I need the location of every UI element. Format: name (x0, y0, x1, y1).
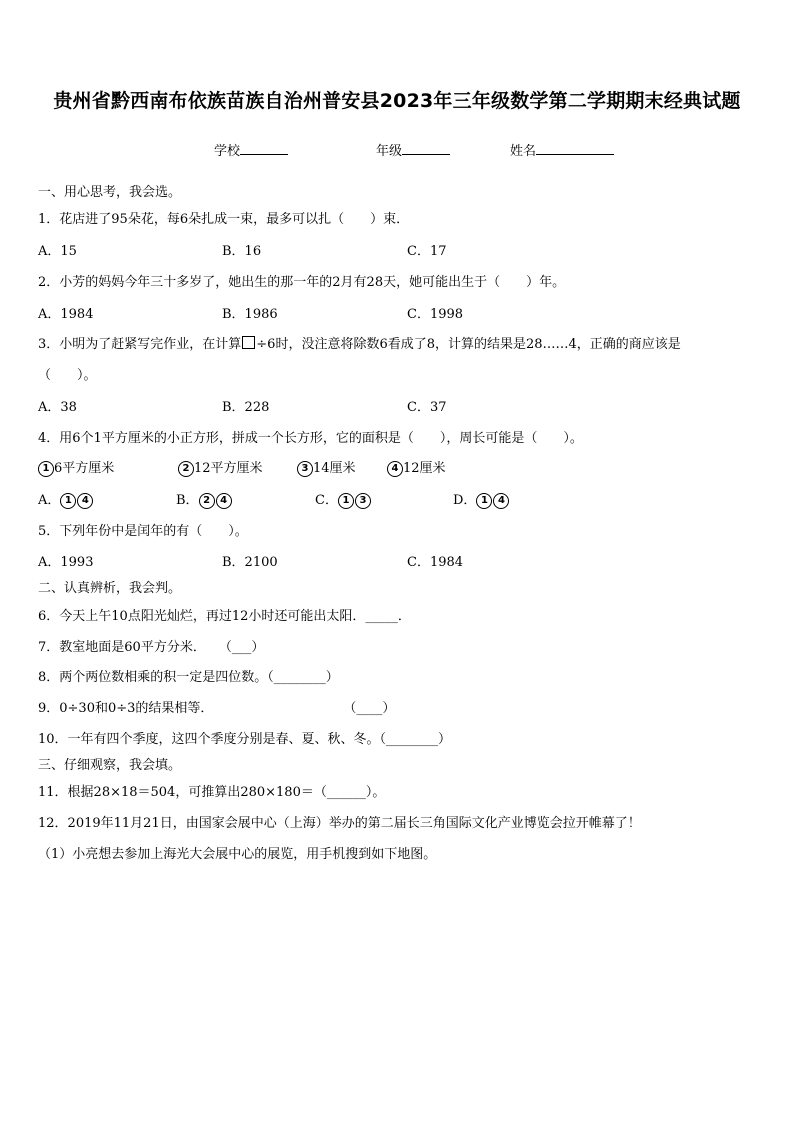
name-blank (536, 141, 614, 155)
circled-2-icon: 2 (178, 461, 194, 477)
q3-option-a: A．38 (38, 400, 77, 415)
circled-1-icon: 1 (60, 493, 76, 509)
question-12-part-1: （1）小亮想去参加上海光大会展中心的展览，用手机搜到如下地图。 (38, 847, 437, 862)
question-4: 4．用6个1平方厘米的小正方形，拼成一个长方形，它的面积是（ ），周长可能是（ ）。 (38, 431, 583, 446)
circled-4-icon: 4 (387, 461, 403, 477)
q2-option-c: C．1998 (407, 307, 464, 322)
q5-option-b: B．2100 (222, 555, 278, 570)
section-heading-1: 一、用心思考，我会选。 (38, 185, 182, 200)
circled-1-icon: 1 (38, 461, 54, 477)
blank-square-icon (242, 336, 255, 349)
q4-option-d (453, 489, 509, 509)
question-2: 2．小芳的妈妈今年三十多岁了，她出生的那一年的2月有28天，她可能出生于（ ）年。 (38, 275, 566, 290)
q5-option-c: C．1984 (407, 555, 464, 570)
circled-3-icon: 3 (355, 493, 371, 509)
question-7: 7．教室地面是60平方分米． （___） (38, 640, 265, 655)
q4-choice-3 (297, 457, 356, 477)
circled-2-icon: 2 (199, 493, 215, 509)
question-6: 6．今天上午10点阳光灿烂，再过12小时还可能出太阳．_____． (38, 609, 411, 624)
page-title: 贵州省黔西南布依族苗族自治州普安县2023年三年级数学第二学期期末经典试题 (53, 90, 741, 112)
section-heading-3: 三、仔细观察，我会填。 (38, 758, 182, 773)
question-8: 8．两个两位数相乘的积一定是四位数。（________） (38, 670, 339, 685)
name-label: 姓名 (510, 144, 537, 159)
q1-option-b: B．16 (222, 244, 262, 259)
q3-text-after: ÷6时，没注意将除数6看成了8，计算的结果是28……4，正确的商应该是 (256, 337, 681, 352)
q4-choice-2-text: 12平方厘米 (194, 461, 263, 476)
circled-4-icon: 4 (493, 493, 509, 509)
question-11: 11．根据28×18＝504，可推算出280×180＝（______）。 (38, 785, 386, 800)
name-field (510, 140, 614, 159)
q3-text-before: 3．小明为了赶紧写完作业，在计算 (38, 337, 242, 352)
question-10: 10．一年有四个季度，这四个季度分别是春、夏、秋、冬。（________） (38, 732, 452, 747)
school-field (214, 140, 288, 159)
circled-4-icon: 4 (216, 493, 232, 509)
q3-option-b: B．228 (222, 400, 270, 415)
section-heading-2: 二、认真辨析，我会判。 (38, 581, 182, 596)
grade-field (376, 140, 450, 159)
q2-option-a: A．1984 (38, 307, 94, 322)
circled-4-icon: 4 (77, 493, 93, 509)
q4-choice-3-text: 14厘米 (313, 461, 356, 476)
q1-option-c: C．17 (407, 244, 447, 259)
q4-choice-1 (38, 457, 114, 477)
q4-choice-2 (178, 457, 263, 477)
question-9: 9．0÷30和0÷3的结果相等． （____） (38, 701, 396, 716)
q4-option-c (315, 489, 371, 509)
q4-option-b (176, 489, 232, 509)
grade-label: 年级 (376, 144, 403, 159)
circled-1-icon: 1 (476, 493, 492, 509)
question-3-line2: （ ）。 (38, 368, 97, 383)
q4-choice-1-text: 6平方厘米 (54, 461, 115, 476)
q4-choice-4 (387, 457, 446, 477)
q4-option-d-label: D． (453, 493, 477, 508)
q3-option-c: C．37 (407, 400, 447, 415)
question-12: 12．2019年11月21日，由国家会展中心（上海）举办的第二届长三角国际文化产业博览会拉开帷幕了！ (38, 816, 641, 831)
q5-option-a: A．1993 (38, 555, 94, 570)
school-blank (240, 141, 288, 155)
question-5: 5．下列年份中是闰年的有（ ）。 (38, 524, 248, 539)
school-label: 学校 (214, 144, 241, 159)
q2-option-b: B．1986 (222, 307, 278, 322)
q4-choice-4-text: 12厘米 (403, 461, 446, 476)
q4-option-a-label: A． (38, 493, 61, 508)
q4-option-b-label: B． (176, 493, 199, 508)
question-3 (38, 333, 681, 352)
q4-option-a (38, 489, 93, 509)
circled-3-icon: 3 (297, 461, 313, 477)
grade-blank (402, 141, 450, 155)
q4-option-c-label: C． (315, 493, 338, 508)
q1-option-a: A．15 (38, 244, 77, 259)
circled-1-icon: 1 (338, 493, 354, 509)
question-1: 1．花店进了95朵花，每6朵扎成一束，最多可以扎（ ）束． (38, 212, 410, 227)
